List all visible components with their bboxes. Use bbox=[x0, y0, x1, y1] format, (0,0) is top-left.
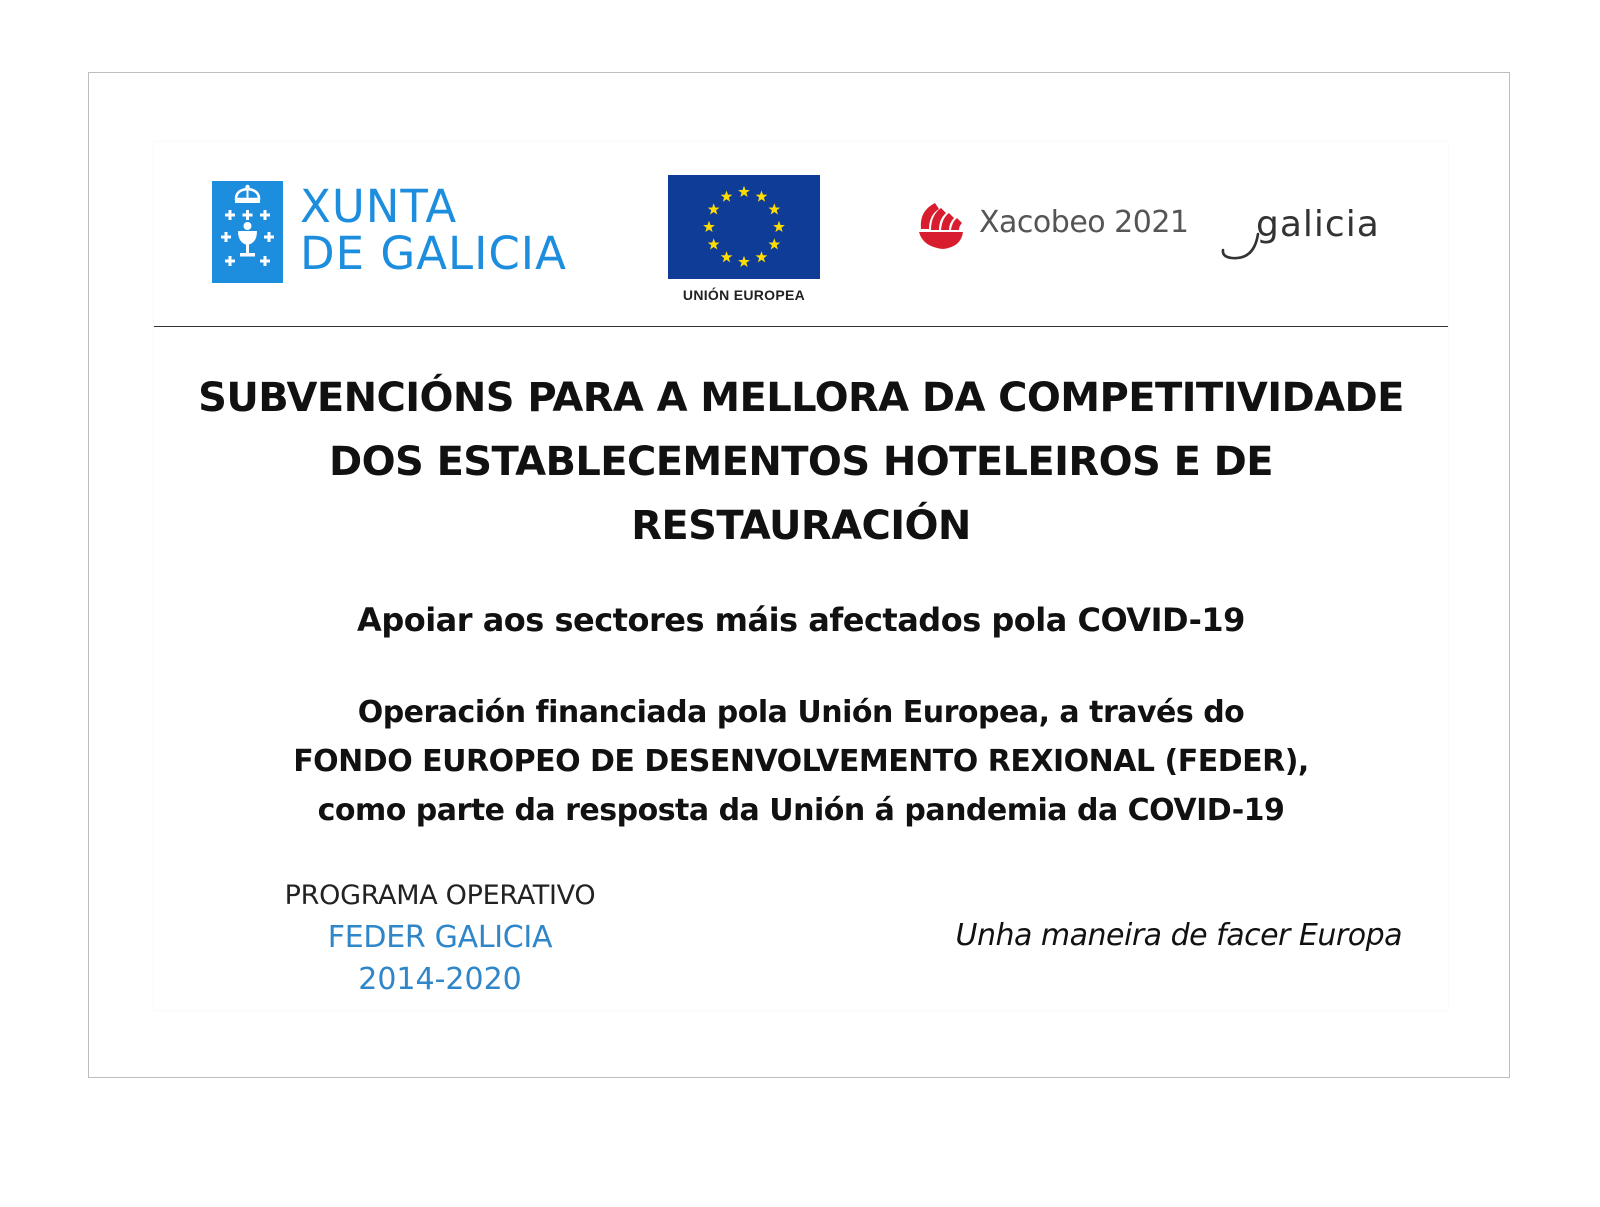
title-line-3: RESTAURACIÓN bbox=[631, 503, 971, 549]
xunta-logo-text bbox=[300, 180, 567, 280]
eu-slogan: Unha maneira de facer Europa bbox=[955, 918, 1402, 953]
eu-star bbox=[708, 238, 720, 249]
galicia-brand-logo bbox=[1220, 200, 1400, 266]
eu-label: UNIÓN EUROPEA bbox=[682, 287, 806, 303]
eu-star bbox=[703, 221, 715, 232]
eu-star bbox=[768, 203, 780, 214]
xacobeo-logo-text: Xacobeo 2021 bbox=[979, 205, 1189, 240]
programa-operativo-block bbox=[250, 876, 630, 1000]
eu-star bbox=[738, 256, 750, 267]
xunta-logo-line1: XUNTA bbox=[300, 180, 458, 233]
svg-text:galicia: galicia bbox=[1256, 204, 1380, 245]
financing-line-3: como parte da resposta da Unión á pandemia da COVID-19 bbox=[317, 793, 1285, 828]
programa-line-1: PROGRAMA OPERATIVO bbox=[284, 880, 596, 911]
financing-line-2: FONDO EUROPEO DE DESENVOLVEMENTO REXIONAL (FEDER), bbox=[293, 744, 1309, 779]
eu-star bbox=[773, 221, 785, 232]
subtitle: Apoiar aos sectores máis afectados pola COVID-19 bbox=[357, 601, 1245, 639]
eu-star bbox=[768, 238, 780, 249]
eu-star bbox=[756, 190, 768, 201]
eu-star bbox=[756, 251, 768, 262]
xacobeo-shell-icon bbox=[917, 199, 971, 251]
financing-statement bbox=[154, 688, 1448, 835]
page-title bbox=[154, 366, 1448, 558]
eu-star bbox=[721, 251, 733, 262]
programa-line-2: FEDER GALICIA bbox=[327, 920, 553, 955]
header-divider bbox=[154, 326, 1448, 327]
eu-star bbox=[738, 186, 750, 197]
eu-star bbox=[708, 203, 720, 214]
title-line-1: SUBVENCIÓNS PARA A MELLORA DA COMPETITIVIDADE bbox=[198, 375, 1404, 421]
eu-flag-icon bbox=[668, 175, 820, 279]
eu-star bbox=[721, 190, 733, 201]
title-line-2: DOS ESTABLECEMENTOS HOTELEIROS E DE bbox=[329, 439, 1273, 485]
financing-line-1: Operación financiada pola Unión Europea, a través do bbox=[357, 695, 1245, 730]
programa-line-3: 2014-2020 bbox=[358, 962, 522, 997]
xunta-logo-line2: DE GALICIA bbox=[300, 227, 567, 280]
xunta-emblem-icon bbox=[212, 181, 283, 283]
